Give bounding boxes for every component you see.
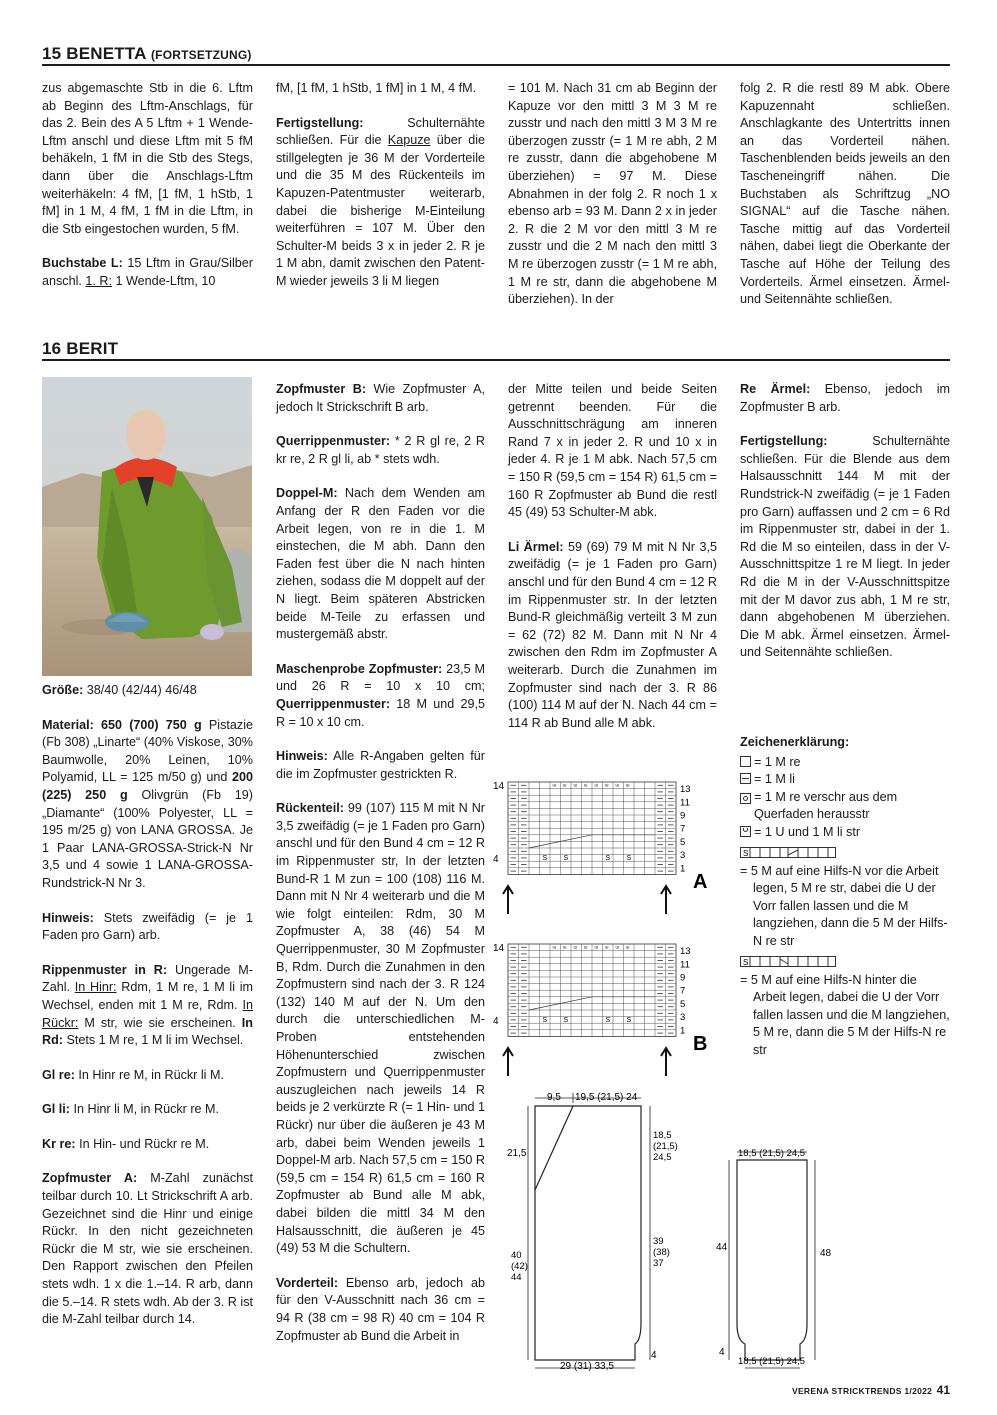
svg-text:ᵚ: ᵚ xyxy=(605,945,609,952)
berit-heading: Li Ärmel: xyxy=(508,539,564,554)
berit-text: Ebenso, jedoch im Zopfmuster B arb. xyxy=(740,382,950,414)
model-photo xyxy=(42,377,252,676)
berit-text: Ebenso arb, jedoch ab für den V-Ausschnitt nach 36 cm = 94 R (38 cm = 98 R) 40 cm = 104 R Zopfmuster ab Bund die Arbeit in xyxy=(276,1275,485,1343)
berit-heading: In Rd: xyxy=(42,1015,253,1048)
cable-front-symbol-icon xyxy=(740,845,952,863)
sleeve-dim-cuff: 4 xyxy=(719,1347,725,1358)
berit-column-1 xyxy=(42,682,253,1346)
body-dim-left-lower: 40 (42) 44 xyxy=(511,1250,528,1283)
berit-column-2 xyxy=(276,381,485,1362)
berit-text: 23,5 M und 26 R = 10 x 10 cm; xyxy=(276,661,486,694)
svg-text:ᵚ: ᵚ xyxy=(626,783,630,790)
svg-text:ᵚ: ᵚ xyxy=(584,783,588,790)
legend-text: = 1 M re xyxy=(754,754,801,769)
berit-text: 59 (69) 79 M mit N Nr 3,5 zweifädig (= je 1 Faden pro Garn) anschl und für den Bund 4 cm = 12 R im Rippenmuster str. In der letzten Bund-R gleichmäßig verteilt 3 M zun = 62 (72) 82 M. Dann mit N Nr 4 zwischen den Rdm im Zopfmuster A weiterarb. Durch die Zunahmen im Zopfmuster sind nach der 3. R 86 (100) 114 M auf der N. Nach 44 cm = 114 R ab Bund alle M abk. xyxy=(508,539,717,730)
berit-text: Olivgrün (Fb 19) „Diamante“ (100% Polyester, LL = 195 m/25 g) von LANA GROSSA. Je 1 Paar LANA-GROSSA-Strick-N Nr 3,5 und 4 sowie 1 LANA-GROSSA-Rundstrick-N Nr 3. xyxy=(42,787,253,890)
body-dim-bottom-width: 29 (31) 33,5 xyxy=(560,1361,614,1372)
berit-text: Wie Zopfmuster A, jedoch lt Strickschrift B arb. xyxy=(276,382,486,414)
berit-heading: Zopfmuster B: xyxy=(276,382,367,396)
chartB-row-number: 1 xyxy=(680,1025,686,1037)
section-16-rule xyxy=(42,359,950,361)
benetta-text: = 101 M. Nach 31 cm ab Beginn der Kapuze vor den mittl 3 M 3 M re zusstr und nach den mittl 3 M 3 M re überzogen zusstr (= 1 M re abh, 2 M re zusstr, dann die abgehobene M überziehen) = 97 M. Diese Abnahmen in der folg 2. R noch 1 x ebenso arb = 93 M. Dann 2 x in jeder 2. R die 2 M vor den mittl 3 M re zusstr und die 2 M nach den mittl 3 M re überzogen zusstr (= 1 M re abh, 1 M re str, dann die abgehobene M überziehen). In der xyxy=(508,81,717,307)
section-15-rule xyxy=(42,64,950,66)
legend-text: = 5 M auf eine Hilfs-N hinter die Arbeit legen, dabei die U der Vorr fallen lassen und die M langziehen, 5 M re, dann die 5 M der Hilfs-N re str xyxy=(740,972,950,1057)
berit-heading: Querrippenmuster: xyxy=(276,434,391,449)
svg-text:S: S xyxy=(563,1017,569,1025)
berit-text: Nach dem Wenden am Anfang der R den Faden vor die Arbeit legen, von re in die 1. M einstechen, die M abh. Dann den Faden fest über die N nach hinten ziehen, sodass die M doppelt auf der N liegt. Beim späteren Abstricken beide M-Teile zu erfassen und mustergemäß abstr. xyxy=(276,486,485,642)
svg-text:S: S xyxy=(542,1017,548,1025)
chartA-row-number: 11 xyxy=(680,797,690,809)
legend xyxy=(740,734,952,1060)
chartA-row-number: 3 xyxy=(680,850,686,862)
body-dim-right-upper: 18,5 (21,5) 24,5 xyxy=(653,1130,678,1163)
berit-heading: Rippenmuster in R: xyxy=(42,962,168,977)
chart-b-letter: B xyxy=(693,1033,708,1055)
benetta-text: 1. R: xyxy=(85,273,113,288)
increase-symbol-icon xyxy=(740,793,751,804)
chartA-row-number: 13 xyxy=(680,784,691,796)
legend-text: = 1 U und 1 M li str xyxy=(754,824,861,839)
benetta-heading: Fertigstellung: xyxy=(276,115,364,130)
benetta-text: fM, [1 fM, 1 hStb, 1 fM] in 1 M, 4 fM. xyxy=(276,81,477,95)
svg-text:ᵚ: ᵚ xyxy=(573,945,577,952)
legend-item-knit xyxy=(740,754,952,772)
legend-text: = 1 M re verschr aus dem Querfaden herausstr xyxy=(754,789,898,822)
body-dim-left-upper: 21,5 xyxy=(507,1148,527,1159)
section-15-number-title: 15 BENETTA xyxy=(42,44,147,63)
berit-heading: Re Ärmel: xyxy=(740,382,811,396)
svg-text:ᵚ: ᵚ xyxy=(552,783,556,790)
berit-text: Rdm, 1 M re, 1 M li im Wechsel, enden mit 1 M re, Rdm. xyxy=(42,980,254,1012)
magazine-name: VERENA STRICKTRENDS 1/2022 xyxy=(791,1386,933,1396)
chart-a-left-arrow-icon xyxy=(503,886,513,914)
body-dim-top-right: 19,5 (21,5) 24 xyxy=(575,1092,638,1103)
benetta-text: Kapuze xyxy=(387,133,431,148)
knit-symbol-icon xyxy=(740,756,751,767)
berit-heading: Fertigstellung: xyxy=(740,434,828,449)
legend-item-increase xyxy=(740,789,952,824)
berit-heading: Zopfmuster A: xyxy=(42,1171,138,1186)
chart-a-grid xyxy=(490,776,720,926)
svg-text:ᵚ: ᵚ xyxy=(615,945,619,952)
page-number: 41 xyxy=(936,1383,950,1397)
berit-column-3 xyxy=(508,381,717,749)
legend-text: = 1 M li xyxy=(754,772,795,787)
svg-text:ᵚ: ᵚ xyxy=(563,783,567,790)
chart-b-row-label: 14 xyxy=(493,943,505,954)
legend-item-cable-front xyxy=(740,863,952,951)
svg-text:ᵚ: ᵚ xyxy=(594,783,598,790)
berit-heading: Hinweis: xyxy=(42,910,94,925)
berit-text: 18 M und 29,5 R = 10 x 10 cm. xyxy=(276,696,485,729)
svg-text:ᵚ: ᵚ xyxy=(573,783,577,790)
chartB-row-number: 11 xyxy=(680,959,690,971)
body-schematic-drawing xyxy=(495,1088,700,1373)
legend-title: Zeichenerklärung: xyxy=(740,735,850,749)
body-outline xyxy=(535,1106,641,1360)
chartA-row-number: 1 xyxy=(680,863,686,875)
legend-item-cable-back xyxy=(740,972,952,1060)
benetta-text: zus abgemaschte Stb in die 6. Lftm ab Beginn des Lftm-Anschlags, für das 2. Bein des A 5 Lftm + 1 Wende-Lftm anschl und diese Lftm mit 5 fM behäkeln, 1 fM in die Stb des Stegs, dann über die Anschlags-Lftm weiterhäkeln: 4 fM, [1 fM, 1 hStb, 1 fM] in 1 M, 4 fM, 1 fM in die Lftm, in die Stb eingestochen wurden, 5 fM. xyxy=(42,81,253,236)
svg-text:ᵚ: ᵚ xyxy=(605,783,609,790)
benetta-text: über die stillgelegten je 36 M der Vorderteile und die 35 M des Rückenteils im Kapuzen-Patentmuster weiterarb, dabei die bisherige M-Einteilung weiterführen = 107 M. Über den Schulter-M beids 3 x in jeder 2. R je 1 M abn, damit zwischen den Patent-M wieder jeweils 3 li M liegen xyxy=(276,133,485,288)
benetta-text: 1 Wende-Lftm, 10 xyxy=(112,273,216,288)
berit-text: 38/40 (42/44) 46/48 xyxy=(83,683,197,697)
chartA-row-number: 9 xyxy=(680,810,686,822)
body-dim-cuff: 4 xyxy=(651,1350,657,1361)
berit-text: Ungerade M-Zahl. xyxy=(42,962,253,995)
sleeve-schematic-drawing xyxy=(712,1142,832,1374)
sleeve-outline xyxy=(737,1160,807,1360)
legend-item-yarnover xyxy=(740,824,952,842)
chartB-row-number: 7 xyxy=(680,985,686,997)
berit-heading: Querrippenmuster: xyxy=(276,696,391,711)
body-dim-top-left: 9,5 xyxy=(547,1092,561,1103)
svg-text:S: S xyxy=(542,855,548,863)
benetta-column-1 xyxy=(42,80,253,308)
svg-text:S: S xyxy=(605,1017,611,1025)
berit-text: der Mitte teilen und beide Seiten getrennt beenden. Für die Ausschnittschrägung am inneren Rand 7 x in jeder 2. R und 10 x in jeder 4. R je 1 M abk. Nach 57,5 cm = 150 R (59,5 cm = 154 R) 61,5 cm = 160 R Zopfmuster ab Bund die restl 45 (49) 53 Schulter-M abk. xyxy=(508,382,717,520)
berit-heading: Maschenprobe Zopfmuster: xyxy=(276,661,443,676)
sleeve-dim-left: 44 xyxy=(716,1242,728,1253)
berit-text: In Hinr li M, in Rückr re M. xyxy=(70,1102,220,1117)
berit-text: In Hinr re M, in Rückr li M. xyxy=(74,1067,224,1082)
berit-column-4 xyxy=(740,381,950,679)
chart-a-row-label: 14 xyxy=(493,781,505,792)
berit-text: M-Zahl zunächst teilbar durch 10. Lt Strickschrift A arb. Gezeichnet sind die Hinr und einige Rückr. In den nicht gezeichneten Rückr die M str, wie sie erscheinen. Den Rapport zwischen den Pfeilen stets wdh. 1 x die 1.–14. R arb, dann die 5.–14. R stets wdh. Ab der 3. R ist die M-Zahl teilbar durch 14. xyxy=(42,1171,253,1327)
svg-text:S: S xyxy=(743,957,749,967)
chart-b-right-arrow-icon xyxy=(661,1048,671,1076)
svg-text:S: S xyxy=(743,848,749,858)
berit-heading: Rückenteil: xyxy=(276,801,344,816)
svg-text:ᵚ: ᵚ xyxy=(552,945,556,952)
berit-text: In Rückr: xyxy=(42,997,253,1030)
purl-symbol-icon xyxy=(740,773,751,784)
sleeve-schematic xyxy=(712,1142,832,1374)
berit-heading: Größe: xyxy=(42,683,84,697)
benetta-text: 15 Lftm in Grau/Silber anschl. xyxy=(42,256,253,288)
body-schematic xyxy=(495,1088,700,1373)
berit-text: M str, wie sie erscheinen. xyxy=(78,1015,242,1030)
chart-a-letter: A xyxy=(693,871,708,893)
svg-text:S: S xyxy=(563,855,569,863)
svg-text:ᵚ: ᵚ xyxy=(626,945,630,952)
berit-text: Pistazie (Fb 308) „Linarte“ (40% Viskose, 30% Baumwolle, 20% Leinen, 10% Polyamid, LL = 125 m/50 g) und xyxy=(42,717,253,785)
berit-heading: Hinweis: xyxy=(276,749,328,764)
model-photo-illustration xyxy=(42,377,252,676)
berit-heading: 200 (225) 250 g xyxy=(42,770,253,802)
berit-text: * 2 R gl re, 2 R kr re, 2 R gl li, ab * stets wdh. xyxy=(276,434,485,466)
cable-back-symbol-icon xyxy=(740,954,952,972)
chart-a-right-arrow-icon xyxy=(661,886,671,914)
berit-text: Schulternähte schließen. Für die Blende aus dem Halsausschnitt 144 M mit der Rundstrick-N zweifädig (= je 1 Faden pro Garn) auffassen und 2 cm = 6 Rd im Rippenmuster str, dabei in der 1. Rd die M so einteilen, dass in der V-Ausschnittspitze 1 re M liegt. In jeder Rd die M in der V-Ausschnittspitze mit der M davor zus abh, 1 M re str, dann abgehobenen M überziehen. Die M abk. Ärmel einsetzen. Ärmel- und Seitennähte schließen. xyxy=(740,434,950,660)
benetta-text: Schulternähte schließen. Für die xyxy=(276,115,485,148)
berit-heading: Material: 650 (700) 750 g xyxy=(42,717,202,732)
berit-text: In Hin- und Rückr re M. xyxy=(75,1136,210,1151)
svg-text:ᵚ: ᵚ xyxy=(563,945,567,952)
berit-text: Stets zweifädig (= je 1 Faden pro Garn) arb. xyxy=(42,910,253,943)
benetta-column-4 xyxy=(740,80,950,326)
chart-b-row-label: 4 xyxy=(493,1016,499,1027)
sleeve-dim-top: 18,5 (21,5) 24,5 xyxy=(738,1148,806,1159)
knitting-chart-b xyxy=(490,938,720,1088)
chartA-row-number: 7 xyxy=(680,823,686,835)
chartB-row-number: 3 xyxy=(680,1012,686,1024)
legend-item-purl xyxy=(740,771,952,789)
berit-heading: Doppel-M: xyxy=(276,486,338,501)
section-16-title: 16 BERIT xyxy=(42,339,119,358)
section-15-title xyxy=(42,44,252,64)
body-dim-right-lower: 39 (38) 37 xyxy=(653,1236,670,1269)
chartB-row-number: 5 xyxy=(680,998,686,1010)
neckline xyxy=(535,1106,573,1190)
section-15-subtitle: (FORTSETZUNG) xyxy=(150,48,252,62)
chartB-row-number: 9 xyxy=(680,972,686,984)
berit-text: Alle R-Angaben gelten für die im Zopfmuster gestrickten R. xyxy=(276,749,485,781)
chart-b-grid xyxy=(490,938,720,1088)
benetta-heading: Buchstabe L: xyxy=(42,256,123,271)
legend-text: = 5 M auf eine Hilfs-N vor die Arbeit legen, 5 M re str, dabei die U der Vorr fallen lassen und die M langziehen, dann die 5 M der Hilfs-N re str xyxy=(740,863,948,948)
benetta-column-3 xyxy=(508,80,717,326)
chart-a-row-label: 4 xyxy=(493,854,499,865)
berit-heading: Kr re: xyxy=(42,1136,76,1151)
benetta-text: folg 2. R die restl 89 M abk. Obere Kapuzennaht schließen. Anschlagkante des Untertritts innen an das Vorderteil nähen. Taschenblenden beids jeweils an den Tascheneingriff nähen. Die Buchstaben als Schriftzug „NO SIGNAL“ auf die Tasche nähen. Tasche mittig auf das Vorderteil nähen, dabei liegt die Oberkante der Tasche auf Höhe der Teilung des Vorderteils. Ärmel einsetzen. Ärmel- und Seitennähte schließen. xyxy=(740,81,950,307)
chartA-row-number: 5 xyxy=(680,836,686,848)
svg-text:ᵚ: ᵚ xyxy=(584,945,588,952)
svg-text:S: S xyxy=(605,855,611,863)
chartB-row-number: 13 xyxy=(680,946,691,958)
svg-text:ᵚ: ᵚ xyxy=(615,783,619,790)
knitting-chart-a xyxy=(490,776,720,926)
sleeve-dim-bottom: 18,5 (21,5) 24,5 xyxy=(738,1356,806,1367)
yarnover-symbol-icon xyxy=(740,826,751,837)
berit-heading: Gl li: xyxy=(42,1102,70,1117)
svg-text:S: S xyxy=(626,855,632,863)
berit-text: Stets 1 M re, 1 M li im Wechsel. xyxy=(62,1033,244,1048)
benetta-column-2 xyxy=(276,80,485,308)
berit-text: 99 (107) 115 M mit N Nr 3,5 zweifädig (= je 1 Faden pro Garn) anschl und für den Bund 4 cm = 12 R im Rippenmuster str, In der letzten Bund-R 1 M zun = 100 (108) 116 M. Dann mit N Nr 4 weiterarb und die M wie folgt einteilen: Rdm, 30 M Zopfmuster A, 38 (46) 54 M Querrippenmuster, 30 M Zopfmuster B, Rdm. Durch die Zunahmen in den Zopfmustern sind nach der 3. R 124 (132) 140 M auf der N. Um den durch die unterschiedlichen M-Proben entstehenden Höhenunterschied zwischen Zopfmustern und Querrippenmuster auszugleichen nach jeweils 14 R beids je 2 verkürzte R (= 1 Hin- und 1 Rückr) nur über die äußeren je 43 M arb, dabei beim Wenden jeweils 1 Doppel-M arb. Nach 57,5 cm = 150 R (59,5 cm = 154 R) 61,5 cm = 160 R Zopfmuster ab Bund alle M abk, dabei bilden die mittl 34 M den Halsausschnitt, die äußeren je 45 (49) 53 M die Schultern. xyxy=(276,801,485,1256)
svg-text:S: S xyxy=(626,1017,632,1025)
svg-text:ᵚ: ᵚ xyxy=(594,945,598,952)
page-footer xyxy=(790,1381,950,1399)
berit-heading: Gl re: xyxy=(42,1067,75,1082)
berit-text: In Hinr: xyxy=(74,980,117,995)
sleeve-dim-right: 48 xyxy=(820,1248,832,1259)
berit-heading: Vorderteil: xyxy=(276,1275,339,1290)
chart-b-left-arrow-icon xyxy=(503,1048,513,1076)
